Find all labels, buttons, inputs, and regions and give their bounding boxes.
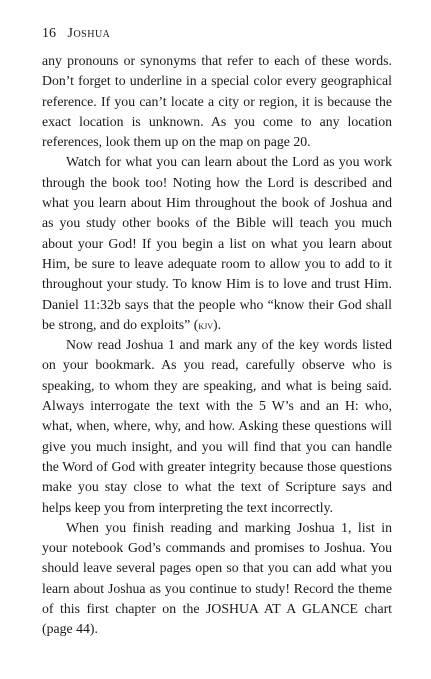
- paragraph-2: [42, 152, 392, 335]
- paragraph-4-text: When you finish reading and marking Joshua 1, list in your notebook God’s commands and promises to Joshua. You should leave several pages open so that you can add what you learn about Joshua as you continue to study! Record the theme of this first chapter on the JOSHUA AT A GLANCE chart (page 44).: [42, 519, 392, 637]
- paragraph-1: [42, 51, 392, 152]
- paragraph-1-text: any pronouns or synonyms that refer to each of these words. Don’t forget to underline in a special color every geographical reference. If you can’t locate a city or region, it is because the exact location is unknown. As you come to any location references, look them up on the map on page 20.: [42, 53, 392, 150]
- paragraph-2-text: Watch for what you can learn about the Lord as you work through the book too! Noting how the Lord is described and what you learn about Him throughout the book of Joshua and as you study other books of the Bible will teach you much about your God! If you begin a list on what you learn about Him, be sure to leave adequate room to allow you to add to it throughout your study. To know Him is to love and trust Him. Daniel 11:32b says that the people who “know their God shall be strong, and do exploits” (: [42, 154, 392, 332]
- book-title: Joshua: [67, 26, 111, 41]
- body-text: [42, 51, 392, 640]
- paragraph-3-text: Now read Joshua 1 and mark any of the key words listed on your bookmark. As you read, carefully observe who is speaking, to whom they are speaking, and what is being said. Always interrogate the text with the 5 W’s and an H: who, what, when, where, why, and how. Asking these questions will give you much insight, and you will find that you can handle the Word of God with greater integrity because those questions make you stay close to what the text of Scripture says and helps keep you from interpreting the text incorrectly.: [42, 337, 392, 515]
- paragraph-2-end: ).: [213, 316, 222, 332]
- bible-version: kjv: [198, 317, 214, 332]
- paragraph-4: [42, 518, 392, 640]
- running-head: [42, 26, 110, 42]
- page-number: 16: [42, 26, 56, 41]
- paragraph-3: [42, 335, 392, 518]
